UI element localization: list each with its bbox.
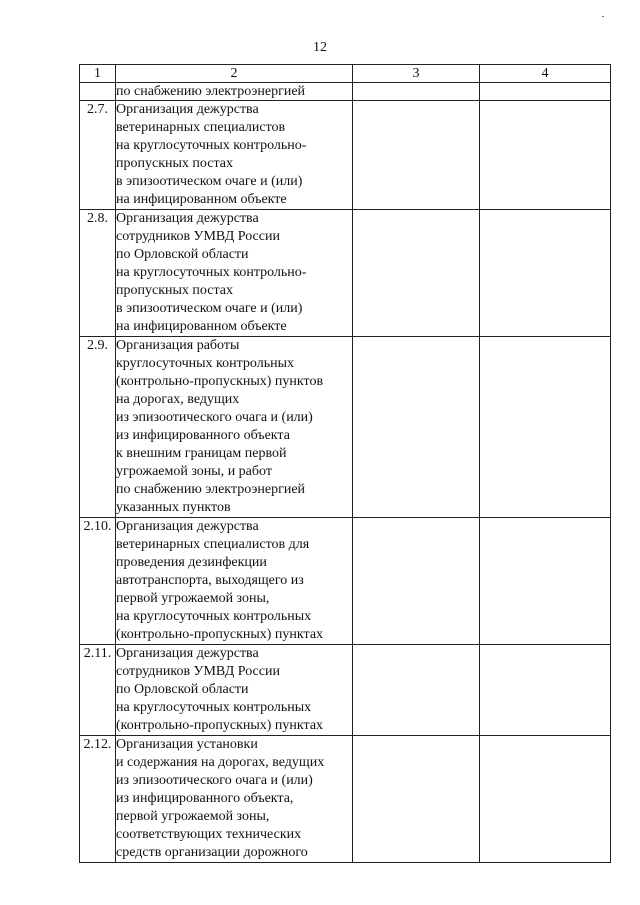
table-row: [80, 337, 611, 518]
continuation-row: [80, 83, 611, 101]
description-line: на инфицированном объекте: [116, 319, 287, 334]
row-description: [116, 337, 353, 518]
description-line: Организация установки: [116, 737, 258, 752]
description-line: соответствующих технических: [116, 827, 302, 842]
description-line: угрожаемой зоны, и работ: [116, 464, 272, 479]
description-line: (контрольно-пропускных) пунктах: [116, 718, 324, 733]
row-number-cell: [80, 83, 116, 101]
description-line: на круглосуточных контрольных: [116, 700, 312, 715]
description-line: (контрольно-пропускных) пунктах: [116, 627, 324, 642]
description-line: Организация работы: [116, 338, 240, 353]
description-line: Организация дежурства: [116, 519, 259, 534]
empty-cell: [480, 210, 611, 337]
description-line: на дорогах, ведущих: [116, 392, 240, 407]
table-row: [80, 101, 611, 210]
empty-cell: [480, 645, 611, 736]
description-line: на круглосуточных контрольно-: [116, 138, 307, 153]
description-line: проведения дезинфекции: [116, 555, 267, 570]
description-line: на инфицированном объекте: [116, 192, 287, 207]
empty-cell: [353, 83, 480, 101]
row-number: 2.10.: [80, 518, 116, 645]
description-line: ветеринарных специалистов для: [116, 537, 310, 552]
empty-cell: [353, 210, 480, 337]
row-description: [116, 101, 353, 210]
empty-cell: [480, 518, 611, 645]
row-number: 2.11.: [80, 645, 116, 736]
scan-speck: [602, 16, 604, 17]
empty-cell: [353, 337, 480, 518]
description-line: из эпизоотического очага и (или): [116, 773, 313, 788]
row-description: [116, 736, 353, 863]
description-line: пропускных постах: [116, 283, 233, 298]
empty-cell: [480, 101, 611, 210]
description-line: и содержания на дорогах, ведущих: [116, 755, 325, 770]
description-line: первой угрожаемой зоны,: [116, 591, 270, 606]
header-row: [80, 65, 611, 83]
document-table: [79, 64, 611, 863]
description-line: к внешним границам первой: [116, 446, 287, 461]
description-line: круглосуточных контрольных: [116, 356, 294, 371]
description-line: на круглосуточных контрольно-: [116, 265, 307, 280]
column-header: 3: [353, 65, 480, 83]
row-number: 2.9.: [80, 337, 116, 518]
description-line: сотрудников УМВД России: [116, 664, 280, 679]
continuation-text: по снабжению электроэнергией: [116, 83, 353, 101]
description-line: средств организации дорожного: [116, 845, 308, 860]
row-number: 2.12.: [80, 736, 116, 863]
table-row: [80, 736, 611, 863]
page-number: 12: [313, 40, 327, 55]
empty-cell: [353, 736, 480, 863]
row-description: [116, 210, 353, 337]
description-line: Организация дежурства: [116, 211, 259, 226]
empty-cell: [480, 736, 611, 863]
empty-cell: [480, 337, 611, 518]
description-line: из эпизоотического очага и (или): [116, 410, 313, 425]
description-line: первой угрожаемой зоны,: [116, 809, 270, 824]
description-line: в эпизоотическом очаге и (или): [116, 174, 303, 189]
row-description: [116, 518, 353, 645]
empty-cell: [480, 83, 611, 101]
description-line: в эпизоотическом очаге и (или): [116, 301, 303, 316]
empty-cell: [353, 101, 480, 210]
description-line: из инфицированного объекта,: [116, 791, 294, 806]
description-line: автотранспорта, выходящего из: [116, 573, 304, 588]
table-row: [80, 518, 611, 645]
description-line: сотрудников УМВД России: [116, 229, 280, 244]
row-description: [116, 645, 353, 736]
table-row: [80, 645, 611, 736]
column-header: 2: [116, 65, 353, 83]
description-line: по Орловской области: [116, 682, 249, 697]
description-line: по Орловской области: [116, 247, 249, 262]
description-line: Организация дежурства: [116, 102, 259, 117]
description-line: на круглосуточных контрольных: [116, 609, 312, 624]
table-row: [80, 210, 611, 337]
description-line: из инфицированного объекта: [116, 428, 290, 443]
row-number: 2.7.: [80, 101, 116, 210]
row-number: 2.8.: [80, 210, 116, 337]
description-line: (контрольно-пропускных) пунктов: [116, 374, 324, 389]
description-line: Организация дежурства: [116, 646, 259, 661]
description-line: по снабжению электроэнергией: [116, 482, 306, 497]
description-line: пропускных постах: [116, 156, 233, 171]
description-line: ветеринарных специалистов: [116, 120, 286, 135]
column-header: 1: [80, 65, 116, 83]
description-line: указанных пунктов: [116, 500, 231, 515]
column-header: 4: [480, 65, 611, 83]
empty-cell: [353, 518, 480, 645]
empty-cell: [353, 645, 480, 736]
